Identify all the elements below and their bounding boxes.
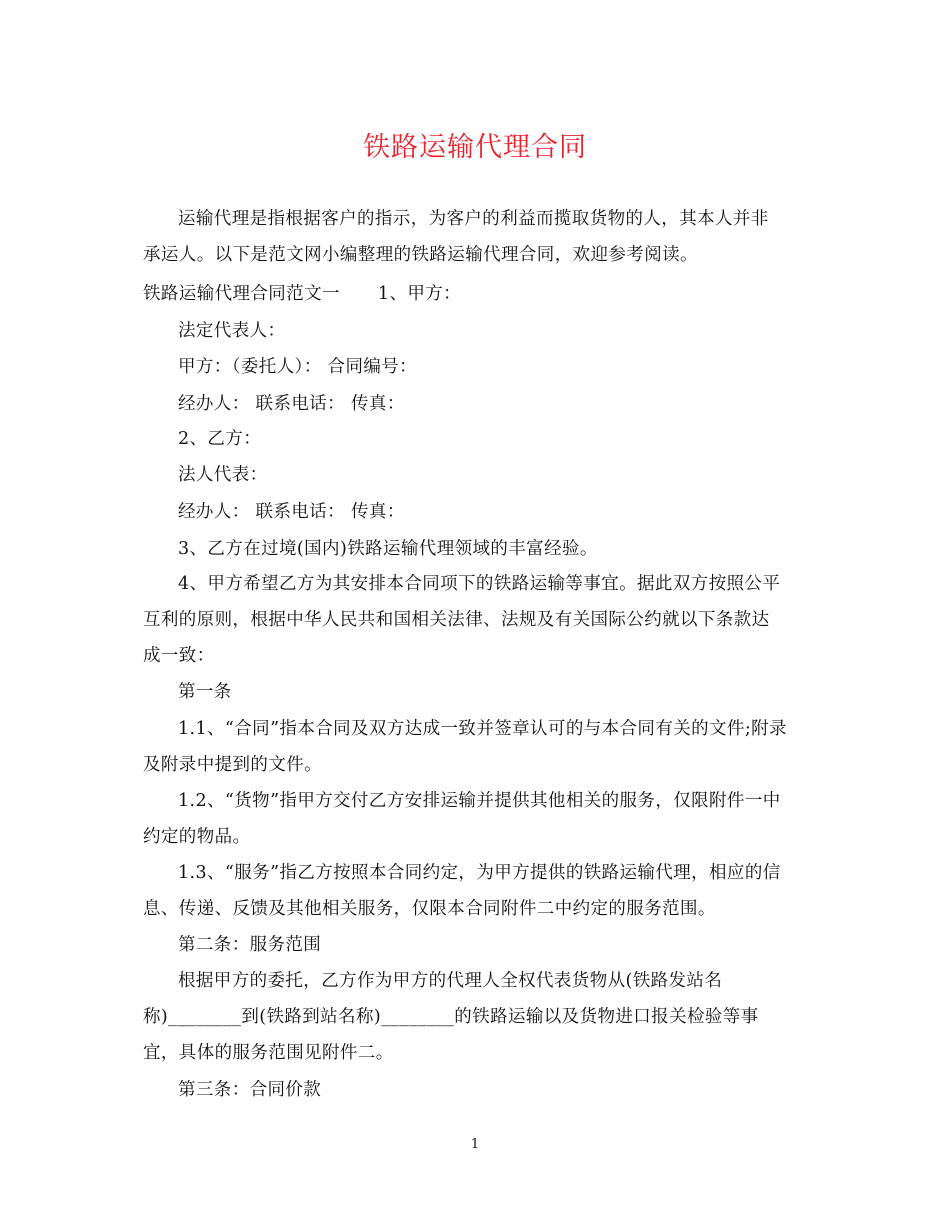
service-scope-line-2: 称)________到(铁路到站名称)________的铁路运输以及货物进口报关检验等事: [143, 1007, 759, 1027]
sample-heading: 铁路运输代理合同范文一: [143, 284, 340, 304]
clause-4-line-1: 4、甲方希望乙方为其安排本合同项下的铁路运输等事宜。据此双方按照公平: [178, 574, 781, 594]
service-scope-line-1: 根据甲方的委托，乙方作为甲方的代理人全权代表货物从(铁路发站名: [178, 971, 723, 991]
party-a-client-line: 甲方：（委托人）： 合同编号：: [178, 357, 418, 377]
definition-1-2-line-2: 约定的物品。: [143, 827, 251, 847]
party-a-heading: 1、甲方：: [377, 284, 462, 304]
definition-1-2-line-1: 1.2、“货物”指甲方交付乙方安排运输并提供其他相关的服务，仅限附件一中: [178, 791, 781, 811]
clause-3-line: 3、乙方在过境(国内)铁路运输代理领域的丰富经验。: [178, 539, 598, 559]
page-number: 1: [470, 1137, 480, 1152]
party-b-contact-line: 经办人： 联系电话： 传真：: [178, 502, 405, 522]
definition-1-3-line-1: 1.3、“服务”指乙方按照本合同约定，为甲方提供的铁路运输代理，相应的信: [178, 863, 781, 883]
clause-4-line-2: 互利的原则，根据中华人民共和国相关法律、法规及有关国际公约就以下条款达: [143, 610, 770, 630]
legal-rep-line: 法定代表人：: [178, 321, 286, 341]
definition-1-1-line-1: 1.1、“合同”指本合同及双方达成一致并签章认可的与本合同有关的文件;附录: [178, 719, 787, 739]
article-3-heading: 第三条：合同价款: [178, 1080, 322, 1100]
party-a-contact-line: 经办人： 联系电话： 传真：: [178, 394, 405, 414]
definition-1-1-line-2: 及附录中提到的文件。: [143, 755, 322, 775]
party-b-rep-line: 法人代表：: [178, 465, 268, 485]
service-scope-line-3: 宜，具体的服务范围见附件二。: [143, 1043, 394, 1063]
sample-heading-row: [143, 280, 833, 308]
intro-line-2: 承运人。以下是范文网小编整理的铁路运输代理合同，欢迎参考阅读。: [143, 245, 698, 265]
article-2-heading: 第二条：服务范围: [178, 935, 322, 955]
article-1-heading: 第一条: [178, 682, 232, 702]
clause-4-line-3: 成一致：: [143, 646, 215, 666]
definition-1-3-line-2: 息、传递、反馈及其他相关服务，仅限本合同附件二中约定的服务范围。: [143, 899, 716, 919]
document-title: 铁路运输代理合同: [363, 132, 587, 163]
party-b-heading: 2、乙方：: [178, 429, 262, 449]
intro-line-1: 运输代理是指根据客户的指示，为客户的利益而揽取货物的人，其本人并非: [178, 209, 769, 229]
